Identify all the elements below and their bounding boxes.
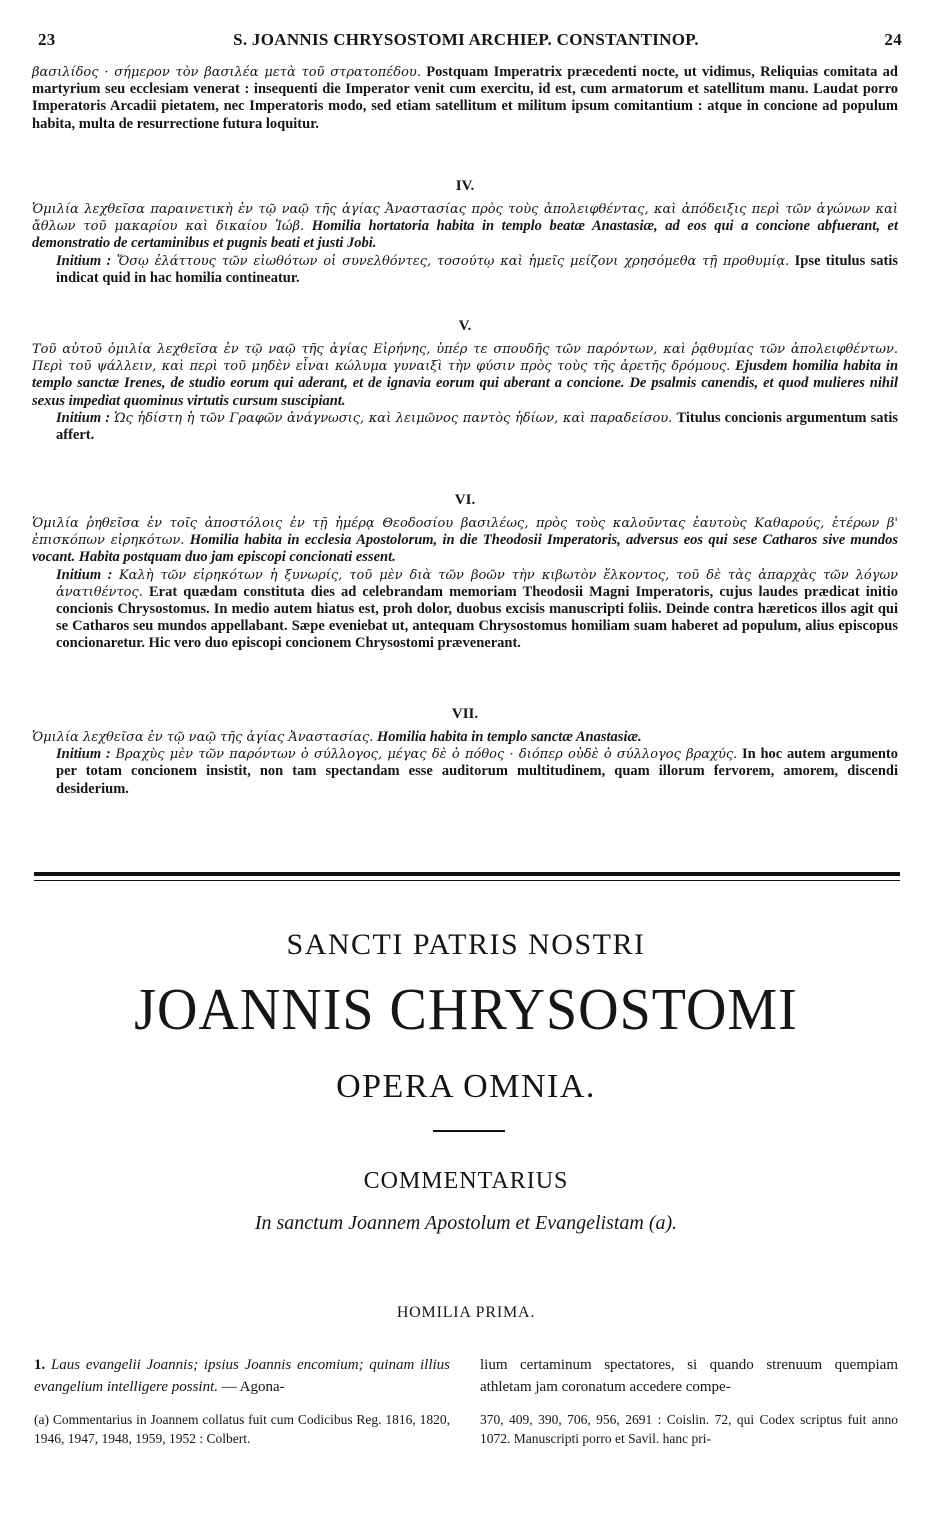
page-number-left: 23 <box>38 30 56 49</box>
short-rule <box>433 1130 505 1132</box>
homilia-heading: HOMILIA PRIMA. <box>396 1304 536 1321</box>
section-number: V. <box>458 318 472 334</box>
section-greek-title: Ὁμιλία λεχθεῖσα παραινετικὴ ἐν τῷ ναῷ τῆς ἁγίας Ἀναστασίας πρὸς τοὺς ἀπολειφθέντας, καὶ ἀπόδειξις περὶ τῶν ἀγώνων καὶ ἄθλων τοῦ μακαρίου καὶ δικαίου Ἰώβ. <box>32 202 898 235</box>
section-vii <box>32 706 898 798</box>
footnote-left: (a) Commentarius in Joannem collatus fuit cum Codicibus Reg. 1816, 1820, 1946, 1947, 1948, 1959, 1952 : Colbert. <box>34 1412 450 1446</box>
title-line-2: JOANNIS CHRYSOSTOMI <box>134 977 798 1043</box>
section-number: VI. <box>454 492 476 508</box>
initium-latin: In hoc autem argumento per totam concionem insistit, non tam spectandam esse auditorum multitudinem, quam illorum fervorem, amorem, discendi desiderium. <box>56 746 899 797</box>
divider-thin <box>34 880 900 881</box>
commentarius-heading: COMMENTARIUS <box>363 1168 569 1194</box>
initium-latin: Titulus concionis argumentum satis affert. <box>56 409 899 444</box>
section-latin-title: Ejusdem homilia habita in templo sanctæ Irenes, de studio eorum qui aderant, et de ignavia eorum qui aberant a concione. De psalmis canendis, et quod mulieres nihil sexus impediat quominus virtutis cursum suscipiant. <box>32 358 899 409</box>
body-paragraph-number: 1. <box>34 1357 46 1373</box>
section-number: IV. <box>455 178 475 194</box>
section-number: VII. <box>451 706 479 722</box>
running-title: S. JOANNIS CHRYSOSTOMI ARCHIEP. CONSTANTINOP. <box>233 30 699 49</box>
section-vi <box>32 492 898 653</box>
initium-greek: Καλὴ τῶν εἰρηκότων ἡ ξυνωρίς, τοῦ μὲν διὰ τῶν βοῶν τὴν κιβωτὸν ἕλκοντος, τοῦ δὲ τὰς ἀπαρχὰς τῶν λόγων ἀνατιθέντος. <box>56 567 898 600</box>
running-header <box>30 30 902 52</box>
intro-greek: βασιλίδος · σήμερον τὸν βασιλέα μετὰ τοῦ στρατοπέδου. <box>32 65 421 80</box>
initium-label: Initium : <box>56 746 111 763</box>
initium-greek: Ὅσῳ ἐλάττους τῶν εἰωθότων οἱ συνελθόντες, τοσούτῳ καὶ ἡμεῖς μείζονι χρησόμεθα τῇ προθυμίᾳ. <box>116 253 790 269</box>
body-summary: Laus evangelii Joannis; ipsius Joannis encomium; quinam illius evangelium intelligere possint. <box>34 1357 450 1395</box>
body-left-column <box>34 1354 450 1398</box>
page-number-right: 24 <box>884 30 902 49</box>
intro-paragraph <box>32 64 898 133</box>
initium-label: Initium : <box>56 409 111 426</box>
commentarius-subtitle: In sanctum Joannem Apostolum et Evangelistam (a). <box>254 1212 678 1234</box>
section-iv <box>32 178 898 287</box>
initium-latin: Erat quædam constituta dies ad celebrandam memoriam Theodosii Magni Imperatoris, cujus laudes prædicat initio concionis Chrysostomus. In medio autem hiatus est, proh dolor, duobus excisis manuscripti foliis. Deinde contra hæreticos illos agit qui se Catharos seu mundos appellabant. Sæpe eveniebat ut, antequam Chrysostomus homiliam suam haberet ad populum, alius episcopus concionaretur. Hic vero duo episcopi concionem Chrysostomi prævenerant. <box>56 583 898 652</box>
body-text-start: — Agona- <box>221 1379 285 1395</box>
section-latin-title: Homilia habita in templo sanctæ Anastasiæ. <box>377 729 642 745</box>
initium-label: Initium : <box>56 252 112 269</box>
initium-label: Initium : <box>56 566 113 583</box>
section-latin-title: Homilia hortatoria habita in templo beatæ Anastasiæ, ad eos qui a concione abfuerant, et demonstratio de certaminibus et pugnis beati et justi Jobi. <box>32 218 898 252</box>
section-v <box>32 318 898 444</box>
section-greek-title: Ὁμιλία ῥηθεῖσα ἐν τοῖς ἀποστόλοις ἐν τῇ ἡμέρᾳ Θεοδοσίου βασιλέως, πρὸς τοὺς καλοῦντας ἑαυτοὺς Καθαρούς, ἑτέρων β' ἐπισκόπων εἰρηκότων. <box>32 516 898 549</box>
initium-greek: Βραχὺς μὲν τῶν παρόντων ὁ σύλλογος, μέγας δὲ ὁ πόθος · διόπερ οὐδὲ ὁ σύλλογος βραχύς. <box>115 747 738 763</box>
footnote-right: 370, 409, 390, 706, 956, 2691 : Coislin. 72, qui Codex scriptus fuit anno 1072. Manuscripti porro et Savil. hanc pri- <box>480 1412 898 1446</box>
initium-latin: Ipse titulus satis indicat quid in hac homilia contineatur. <box>56 252 899 286</box>
section-latin-title: Homilia habita in ecclesia Apostolorum, in die Theodosii Imperatoris, adversus eos qui sese Catharos sive mundos vocant. Habita postquam duo jam episcopi concionati essent. <box>32 532 898 566</box>
body-right-column: lium certaminum spectatores, si quando strenuum quempiam athletam jam coronatum accedere compe- <box>480 1357 898 1395</box>
title-line-3: OPERA OMNIA. <box>336 1068 596 1105</box>
title-line-1: SANCTI PATRIS NOSTRI <box>286 928 646 961</box>
initium-greek: Ὡς ἡδίστη ἡ τῶν Γραφῶν ἀνάγνωσις, καὶ λειμῶνος παντὸς ἡδίων, καὶ παραδείσου. <box>114 410 673 426</box>
section-greek-title: Ὁμιλία λεχθεῖσα ἐν τῷ ναῷ τῆς ἁγίας Ἀναστασίας. <box>32 730 374 745</box>
section-greek-title: Τοῦ αὐτοῦ ὁμιλία λεχθεῖσα ἐν τῷ ναῷ τῆς ἁγίας Εἰρήνης, ὑπέρ τε σπουδῆς τῶν παρόντων, καὶ ῥᾳθυμίας τῶν ἀπολειφθέντων. Περὶ τοῦ ψάλλειν, καὶ περὶ τοῦ μηδὲν εἶναι κώλυμα γυναιξὶ τὴν φύσιν πρὸς τοὺς τῆς ἀρετῆς δρόμους. <box>32 342 898 375</box>
divider-thick <box>34 872 900 876</box>
intro-latin: Postquam Imperatrix præcedenti nocte, ut vidimus, Reliquias comitata ad martyrium seu ecclesiam venerat : insequenti die Imperator venit cum exercitu, id est, cum armatorum et satellitum manu. Laudat porro Imperatoris Arcadii pietatem, nec Imperatoris modo, sed etiam satellitum et militum ipsum comitantium : atque in concione ad populum habita, multa de resurrectione futura loquitur. <box>32 64 898 132</box>
